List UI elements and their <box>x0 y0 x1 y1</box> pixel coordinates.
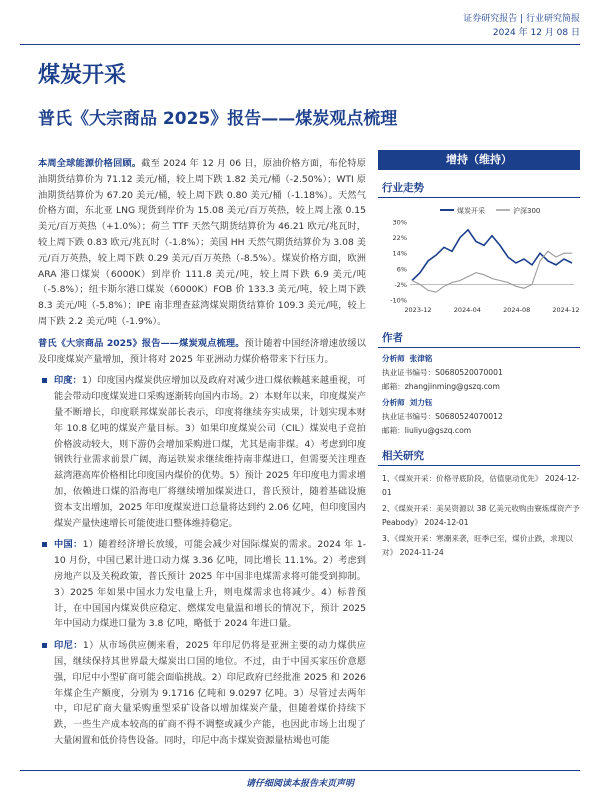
country-bullets <box>38 373 366 748</box>
industry-trend-chart <box>378 202 580 320</box>
bullet-india <box>38 373 366 531</box>
analyst-name: 张津铭 <box>409 354 433 363</box>
series-line-coal-mining <box>412 230 572 281</box>
y-tick-label: 30% <box>392 218 407 227</box>
series-lines <box>412 230 572 292</box>
intro-lead: 本周全球能源价格回顾。 <box>38 158 142 169</box>
analyst-email <box>382 380 580 394</box>
x-tick-label: 2024-08 <box>503 306 531 314</box>
series-line-hs300 <box>412 251 572 292</box>
footer-disclaimer: 请仔细阅读本报告末页声明 <box>245 779 354 789</box>
y-tick-label: 6% <box>396 265 407 274</box>
cert-number: S0680520070001 <box>435 368 503 377</box>
related-research-list <box>378 472 580 560</box>
email-address[interactable]: zhangjinming@gszq.com <box>404 382 500 391</box>
intro-paragraph <box>38 156 366 330</box>
analyst-role: 分析师 <box>382 398 405 407</box>
email-address[interactable]: liuliyu@gszq.com <box>404 426 472 435</box>
related-section-title: 相关研究 <box>378 446 580 466</box>
report-header <box>463 12 580 40</box>
analyst-email <box>382 424 580 438</box>
bullet-indonesia <box>38 638 366 749</box>
y-tick-label: -10% <box>390 296 407 305</box>
summary-text: 预计随着中国经济增速放缓以及印度煤炭产量增加，预计将对 2025 年亚洲动力煤价格带来下行压力。 <box>38 337 366 365</box>
report-body <box>38 156 366 755</box>
cert-label: 执业证书编号： <box>382 412 436 421</box>
header-divider <box>20 44 580 45</box>
bullet-china <box>38 537 366 632</box>
x-tick-label: 2024-04 <box>453 306 481 314</box>
analyst-card <box>378 352 580 394</box>
x-axis <box>404 306 579 314</box>
authors-section-title: 作者 <box>378 328 580 348</box>
email-label: 邮箱： <box>382 382 405 391</box>
industry-category: 煤炭开采 <box>38 62 127 88</box>
summary-paragraph <box>38 336 366 368</box>
summary-lead: 普氏《大宗商品 2025》报告——煤炭观点梳理。 <box>38 337 245 349</box>
sidebar <box>378 150 580 562</box>
related-item[interactable]: 2、《煤炭开采：美吴资源以 38 亿美元收购由寮炼煤资产予 Peabody》 2024-12-01 <box>382 504 580 527</box>
analyst-name-line <box>382 396 580 410</box>
intro-text: 截至 2024 年 12 月 06 日，原油价格方面，布伦特原油期货结算价为 71.12 美元/桶，较上周下跌 1.82 美元/桶（-2.50%）；WTI 原油期货结算价为 67.20 美元/桶，较上周下跌 0.80 美元/桶（-1.18%）。天然气价格方面，东北亚 LNG 现货到岸价为 15.08 美元/百万英热，较上周上涨 0.15 美元/百万英热（+1.0%）；荷兰 TTF 天然气期货结算价为 46.21 欧元/兆瓦时，较上周下跌 0.83 欧元/兆瓦时（-1.8%）；美国 HH 天然气期货结算价为 3.08 美元/百万英热，较上周下跌 0.29 美元/百万英热（-8.5%）。煤炭价格方面，欧洲 ARA 港口煤炭（6000K）到岸价 111.8 美元/吨，较上周下跌 6.9 美元/吨（-5.8%）；纽卡斯尔港口煤炭（6000K）FOB 价 133.3 美元/吨，较上周下跌 8.3 美元/吨（-5.8%）；IPE 南非理查兹湾煤炭期货结算价 109.3 美元/吨，较上周下跌 2.2 美元/吨（-1.9%）。 <box>38 158 366 327</box>
analyst-name-line <box>382 352 580 366</box>
trend-section-title: 行业走势 <box>378 178 580 198</box>
bullet-lead: 印尼： <box>54 640 83 652</box>
related-item[interactable]: 1、《煤炭开采：价格寻底阶段，估值驱动优先》 2024-12-01 <box>382 474 580 497</box>
y-tick-label: -2% <box>394 280 407 289</box>
analyst-cert <box>382 366 580 380</box>
cert-label: 执业证书编号： <box>382 368 436 377</box>
report-type-label: 证券研究报告 | 行业研究简报 <box>463 14 580 24</box>
report-date: 2024 年 12 月 08 日 <box>492 28 580 38</box>
x-tick-label: 2023-12 <box>404 306 432 314</box>
email-label: 邮箱： <box>382 426 405 435</box>
analyst-cert <box>382 410 580 424</box>
analyst-card <box>378 396 580 438</box>
x-tick-label: 2024-12 <box>552 306 580 314</box>
y-axis <box>390 219 574 305</box>
bullet-lead: 中国： <box>54 539 83 551</box>
analyst-role: 分析师 <box>382 354 405 363</box>
y-tick-label: 14% <box>392 249 407 258</box>
legend-label-coal: 煤炭开采 <box>457 207 485 215</box>
y-tick-label: 22% <box>392 234 407 243</box>
bullet-text: 1）随着经济增长放缓，可能会减少对国际煤炭的需求。2024 年 1-10 月份，中国已累计进口动力煤 3.36 亿吨，同比增长 11.1%。2）考虑到房地产以及关税政策，普氏预计 2025 年中国非电煤需求将可能受到抑制。3）2025 年如果中国水力发电量上升，则电煤需求也将减少。4）标普预计，在中国国内煤炭供应稳定、燃煤发电量温和增长的情况下，预计 2025 年中国动力煤进口量为 3.8 亿吨，略低于 2024 年进口量。 <box>54 539 367 630</box>
related-item[interactable]: 3、《煤炭开采：寒潮来袭，旺季已至，煤价止跌，求现以对》 2024-11-24 <box>382 534 573 557</box>
report-title: 普氏《大宗商品 2025》报告——煤炭观点梳理 <box>38 109 398 129</box>
cert-number: S0680524070012 <box>435 412 503 421</box>
bullet-lead: 印度： <box>54 375 82 387</box>
rating-badge: 增持（维持） <box>378 150 580 170</box>
legend-label-hs300: 沪深300 <box>513 207 541 215</box>
footer-divider <box>20 770 580 771</box>
analyst-name: 刘力钰 <box>409 398 433 407</box>
bullet-text: 1）从市场供应侧来看，2025 年印尼仍将是亚洲主要的动力煤供应国，继续保持其世界最大煤炭出口国的地位。不过，由于中国买家压价意愿强，印尼中小型矿商可能会面临挑战。2）印尼政府已经批准 2025 和 2026 年煤企生产额度，分别为 9.1716 亿吨和 9.0297 亿吨。3）尽管过去两年中，印尼矿商大量采购重型采矿设备以增加煤炭产量，但随着煤价持续下跌，一些生产成本较高的矿商不得不调整或减少产能，也因此市场上出现了大量闲置和低价待售设备。同时，印尼中高卡煤炭资源量枯竭也可能 <box>54 640 366 746</box>
bullet-text: 1）印度国内煤炭供应增加以及政府对减少进口煤依赖越来越重视，可能会带动印度煤炭进口采购逐渐转向国内市场。2）本财年以来，印度煤炭产量不断增长，印度联邦煤炭部长表示，印度将继续夯实成果，计划实现本财年 10.8 亿吨的煤炭产量目标。3）如果印度煤炭公司（CIL）煤炭电子竞拍价格波动较大，则下游仍会增加采购进口煤，尤其是南非煤。4）考虑到印度钢铁行业需求前景广阔，海运铁炭求继续维持南非煤进口，但需要关注理查兹湾港高库价格相比印度国内煤价的优势。5）预计 2025 年印度电力需求增加，依赖进口煤的沿海电厂将继续增加煤炭进口，普氏预计，随着基础设施资本支出增加，2025 年印度煤炭进口总量将达到约 2.06 亿吨，但印度国内煤炭产量快速增长可能使进口整体维持稳定。 <box>54 375 366 529</box>
